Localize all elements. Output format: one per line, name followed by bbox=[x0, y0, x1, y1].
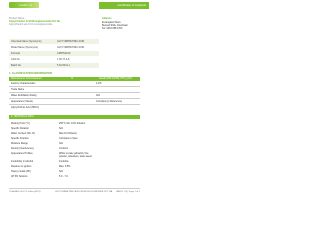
tech-value: N/A bbox=[59, 170, 63, 173]
tech-key: Identity (Interference) bbox=[11, 147, 34, 150]
id-key: Batch No. bbox=[11, 64, 22, 67]
tech-key: Appearance Profiles bbox=[11, 152, 33, 155]
tech-value: Conform bbox=[59, 147, 69, 150]
address-line-3: Tel: 0333 058 4700 bbox=[102, 27, 123, 30]
tech-value: N/A bbox=[59, 142, 63, 145]
header-badge-text: Certificate of Analysis bbox=[117, 3, 146, 7]
address-line-2: Bexwell Park, Downham bbox=[102, 24, 128, 27]
footer-right: MEDIC CS | Page 1 of 1 bbox=[116, 191, 140, 193]
id-value: GLYCYRRHETINIC ACID bbox=[57, 46, 85, 49]
spec-value: 4.2% bbox=[96, 82, 102, 85]
id-row bbox=[9, 51, 99, 56]
tech-key: Moisture Range bbox=[11, 142, 28, 145]
tech-value: Complies to Spec bbox=[59, 137, 78, 140]
tech-value: White to pale yellowish, fine bbox=[59, 152, 89, 155]
tech-key: pH 5% Solution bbox=[11, 175, 28, 178]
company-logo bbox=[9, 2, 39, 8]
id-value: 1 36-77-4-8 bbox=[57, 58, 70, 61]
id-row bbox=[9, 39, 99, 44]
section-2-header-bar bbox=[9, 115, 140, 119]
tech-value: N/A bbox=[59, 127, 63, 130]
section-2-title: 2. TECHNICAL DATA bbox=[11, 115, 34, 118]
column-header-right: Result (HPLC/PNS, PPH_LLP) bbox=[99, 77, 132, 80]
tech-value-continued: powder, odourless, taste sweet bbox=[59, 155, 92, 158]
address-line-1: Ex-England Store bbox=[102, 21, 121, 24]
spec-key: Factory Characteristics bbox=[11, 82, 36, 85]
footer-center: GLYCYRRHETINIC ACID MONOGLUCURONIDE POT NA bbox=[55, 191, 113, 193]
spec-key: Glycyrrhizinic Acid (HPLC) bbox=[11, 106, 40, 109]
tech-key: Residue on ignition bbox=[11, 165, 32, 168]
id-key: CAS No. bbox=[11, 58, 21, 61]
tech-key: Heavy metals (Pb) bbox=[11, 170, 31, 173]
tech-key: Specific Rotation bbox=[11, 127, 29, 130]
tech-value: 5.0 - 7.0 bbox=[59, 175, 68, 178]
footer bbox=[9, 191, 140, 195]
header-badge bbox=[99, 2, 149, 9]
id-value: GLYCYRRHETINIC ACID bbox=[57, 40, 85, 43]
tech-key: Specific Fraction bbox=[11, 137, 29, 140]
spec-value: Complies (to Reference) bbox=[96, 100, 122, 103]
document-page bbox=[0, 0, 149, 198]
tech-key: Melting Point (°C) bbox=[11, 122, 30, 125]
divider bbox=[9, 98, 140, 99]
id-key: Formula bbox=[11, 52, 20, 55]
footer-left: COA-MED-GLYCY-L-Rev.(2021) bbox=[9, 191, 41, 193]
id-key: Model Name (Synonyms) bbox=[11, 46, 38, 49]
id-value: 5 32-5441-1 bbox=[57, 64, 70, 67]
id-value: C36H54O10 bbox=[57, 52, 71, 55]
spec-value: N/A bbox=[96, 94, 100, 97]
tech-key: Water Content (Wt. %) bbox=[11, 132, 35, 135]
tech-value: Max 10.0%(w/w) bbox=[59, 132, 77, 135]
divider bbox=[9, 104, 140, 105]
spec-key: Trade Name bbox=[11, 88, 25, 91]
address-label: Address bbox=[102, 17, 112, 20]
id-row bbox=[9, 63, 99, 68]
id-key: Chemical Name (Synonyms) bbox=[11, 40, 42, 43]
id-row bbox=[9, 57, 99, 62]
column-header-mid: % bbox=[71, 77, 74, 80]
tech-value: Max. 0.5% bbox=[59, 165, 71, 168]
column-header-left: Manufacturer Commissioned bbox=[11, 77, 42, 80]
logo-text: medic cs bbox=[19, 3, 33, 7]
section-1-header-bar bbox=[9, 77, 140, 81]
header bbox=[0, 0, 149, 11]
divider bbox=[9, 92, 140, 93]
tech-value: 250°C Sol. 10% Solution bbox=[59, 122, 86, 125]
id-row bbox=[9, 45, 99, 50]
product-name: Glycyrrhetinic Acid Monoglucuronide Pot Na bbox=[9, 20, 60, 23]
product-label: Product Name bbox=[9, 17, 25, 20]
section-1-title: 1. CLASSIFICATION INFORMATION bbox=[9, 72, 53, 75]
product-subtitle: Glycyrrhetinic acid 3-O-monoglucuronide bbox=[9, 23, 53, 26]
tech-key: Insolubility in Alcohol bbox=[11, 160, 34, 163]
spec-key: Water Exfoliation Rating bbox=[11, 94, 37, 97]
footer-divider bbox=[9, 188, 140, 189]
divider bbox=[9, 86, 140, 87]
spec-key: Appearance (Visual) bbox=[11, 100, 33, 103]
tech-value: Insoluble bbox=[59, 160, 69, 163]
